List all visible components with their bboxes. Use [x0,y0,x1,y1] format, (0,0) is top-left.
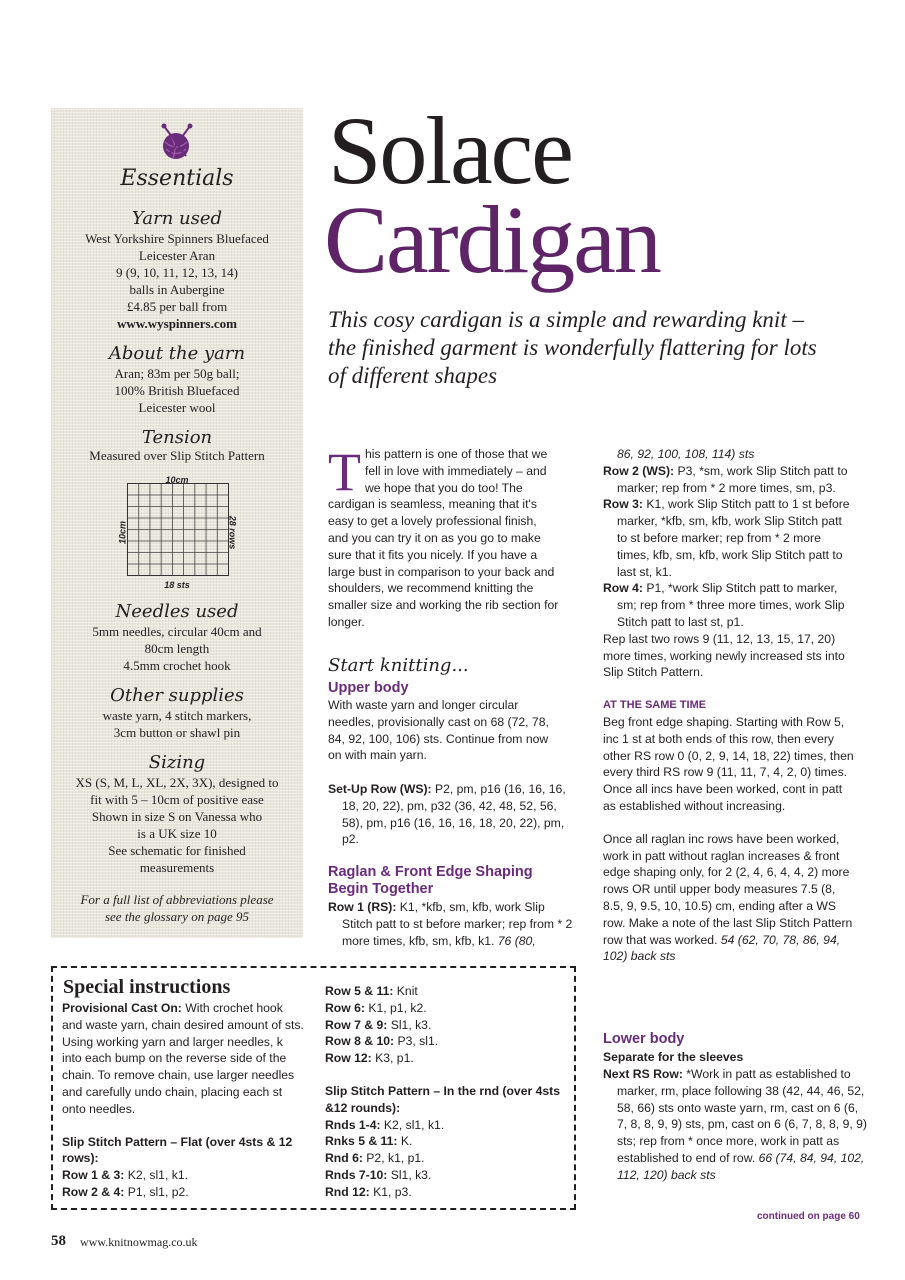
repeat-text: Rep last two rows 9 (11, 12, 13, 15, 17, 20) more times, working newly increased sts into Slip Stitch Pattern. [603,631,845,680]
essentials-sidebar [51,108,303,938]
upper-body-heading: Upper body [328,680,409,696]
rnd-row: Rnds 7-10: Sl1, k3. [325,1167,432,1182]
standfirst: This cosy cardigan is a simple and rewarding knit – the finished garment is wonderfully flattering for lots of different shapes [328,307,817,388]
footer-url[interactable]: www.knitnowmag.co.uk [80,1235,198,1249]
abbreviations-note: For a full list of abbreviations please see the glossary on page 95 [80,892,274,924]
row-2: Row 2 (WS): P3, *sm, work Slip Stitch patt to marker; rep from * 2 more times, sm, p3. [603,463,848,495]
intro-paragraph: This pattern is one of those that we fell in love with immediately – and we hope that you do too! The cardigan is seamless, meaning that it's easy to get a lovely professional finish, and you can try it on as you go to make sure that it fits you nicely. If you have a large bust in comparison to your back and shoulders, we recommend knitting the smaller size and working the rib section for longer. [328,442,559,629]
flat-row: Row 7 & 9: Sl1, k3. [325,1017,432,1032]
about-yarn-heading: About the yarn [108,343,246,364]
needles-heading: Needles used [115,601,239,622]
tension-grid-caption-top: 10cm [165,475,189,485]
lower-body-heading: Lower body [603,1031,685,1047]
special-col2 [325,983,565,1201]
flat-pattern-heading: Slip Stitch Pattern – Flat (over 4sts & 12 rows): [62,1134,293,1166]
about-yarn-text: Aran; 83m per 50g ball; 100% British Bluefaced Leicester wool [114,366,240,415]
special-instructions-box [51,966,576,1210]
page-number: 58 [51,1233,66,1249]
other-supplies-heading: Other supplies [110,685,244,706]
title-line-1: Solace [328,97,572,204]
special-instructions-title: Special instructions [63,976,231,998]
start-knitting-heading: Start knitting... [328,655,469,676]
row-3: Row 3: K1, work Slip Stitch patt to 1 st before marker, *kfb, sm, kfb, work Slip Stitch patt to st before marker; rep from * 2 more times, kfb, sm, kfb, work Slip Stitch patt to last st, k1. [603,497,850,579]
provisional-cast-on: Provisional Cast On: With crochet hook and waste yarn, chain desired amount of sts. Using working yarn and larger needles, k into each bump on the reverse side of the chain. To remove chain, use larger needles and carefully undo chain, placing each st onto needles. [62,1001,304,1116]
same-time-heading: AT THE SAME TIME [603,699,707,712]
raglan-heading: Raglan & Front Edge Shaping Begin Together [328,864,533,897]
flat-row: Row 2 & 4: P1, sl1, p2. [62,1184,189,1199]
other-supplies-text: waste yarn, 4 stitch markers, 3cm button or shawl pin [102,708,252,740]
rnd-row: Rnd 12: K1, p3. [325,1184,412,1199]
flat-row: Row 12: K3, p1. [325,1051,414,1066]
rnd-row: Rnd 6: P2, k1, p1. [325,1151,425,1166]
same-time-text: Beg front edge shaping. Starting with Row 5, inc 1 st at both ends of this row, then every other RS row 0 (0, 2, 9, 14, 18, 22) times, then every third RS row 9 (11, 11, 7, 4, 2, 0) times. Once all incs have been worked, cont in patt as established without increasing. [603,714,854,813]
essentials-title: Essentials [120,166,234,191]
row-1: Row 1 (RS): K1, *kfb, sm, kfb, work Slip Stitch patt to st before marker; rep from * 2 more times, kfb, sm, kfb, k1. 76 (80, [328,900,573,948]
separate-heading: Separate for the sleeves [603,1050,744,1064]
tension-grid-caption-left: 10cm [117,520,128,545]
next-rs-row: Next RS Row: *Work in patt as established to marker, rm, place following 38 (42, 44, 46, 52, 58, 66) sts onto waste yarn, rm, cast on 6 (6, 7, 8, 8, 9, 9) sts, pm, cast on 6 (6, 7, 8, 8, 9, 9) sts; rep from * once more, work in patt as established to end of row. 66 (74, 84, 94, 102, 112, 120) back sts [603,1067,867,1182]
title-line-2: Cardigan [324,186,660,293]
needles-text: 5mm needles, circular 40cm and 80cm length 4.5mm crochet hook [92,624,262,673]
tension-text: Measured over Slip Stitch Pattern [89,448,265,463]
rnd-row: Rnds 1-4: K2, sl1, k1. [325,1117,445,1132]
yarn-url[interactable]: www.wyspinners.com [117,316,237,331]
flat-row: Row 6: K1, p1, k2. [325,1000,427,1015]
yarn-used-heading: Yarn used [131,208,223,229]
once-text: Once all raglan inc rows have been worked, work in patt without raglan increases & front edge shaping only, for 2 (2, 4, 6, 4, 4, 2) more rows OR until upper body measures 7.5 (8, 8.5, 9, 9.5, 10, 10.5) cm, ending after a WS row. Make a note of the last Slip Stitch Pattern row that was worked. 54 (62, 70, 78, 86, 94, 102) back sts [603,831,853,964]
row-4: Row 4: P1, *work Slip Stitch patt to marker, sm; rep from * three more times, work Slip Stitch patt to last st, p1. [603,581,845,629]
tension-heading: Tension [141,427,213,448]
flat-row: Row 1 & 3: K2, sl1, k1. [62,1168,188,1183]
continued-link[interactable]: continued on page 60 [757,1211,860,1222]
tension-grid-caption-bottom: 18 sts [164,580,190,590]
tension-grid-caption-right: 28 rows [227,515,238,550]
col2-text: 86, 92, 100, 108, 114) sts Row 2 (WS): P3, *sm, work Slip Stitch patt to marker; rep from * 2 more times, sm, p3. Row 3: K1, work Slip Stitch patt to 1 st before marker, *kfb, sm, kfb, work Slip Stitch patt to st before marker; rep from * 2 more times, kfb, sm, kfb, work Slip Stitch patt to last st, k1. Row 4: P1, *work Slip Stitch patt to marker, sm; rep from * three more times, work Slip Stitch patt to last st, p1. Rep last two rows 9 (11, 12, 13, 15, 17, 20) more times, working newly increased sts into Slip Stitch Pattern. AT THE SAME TIME Beg front edge shaping. Starting with Row 5, inc 1 st at both ends of this row, then every other RS row 0 (0, 2, 9, 14, 18, 22) times, then every third RS row 9 (11, 11, 7, 4, 2, 0) times. Once all incs have been worked, cont in patt as established without increasing. Once all raglan inc rows have been worked, work in patt without raglan increases & front edge shaping only, for 2 (2, 4, 6, 4, 4, 2) more rows OR until upper body measures 7.5 (8, 8.5, 9, 9.5, 10, 10.5) cm, ending after a WS row. Make a note of the last Slip Stitch Pattern row that was worked. 54 (62, 70, 78, 86, 94, 102) back sts [603,447,854,964]
yarn-ball-icon [156,122,198,162]
flat-row: Row 8 & 10: P3, sl1. [325,1034,439,1049]
drop-cap: T [328,442,361,502]
rnd-pattern-heading: Slip Stitch Pattern – In the rnd (over 4sts &12 rounds): [325,1083,560,1115]
setup-row: Set-Up Row (WS): P2, pm, p16 (16, 16, 16, 18, 20, 22), pm, p32 (36, 42, 48, 52, 56, 58), pm, p16 (16, 16, 16, 18, 20, 22), pm, p2. [328,782,566,847]
upper-body-text: With waste yarn and longer circular needles, provisionally cast on 68 (72, 78, 84, 92, 100, 106) sts. Continue from now on with main yarn. [328,698,549,763]
rnd-row: Rnks 5 & 11: K. [325,1134,413,1149]
special-col1 [62,1000,305,1201]
tension-grid [127,483,229,576]
yarn-used-text: West Yorkshire Spinners Bluefaced Leicester Aran 9 (9, 10, 11, 12, 13, 14) balls in Aubergine £4.85 per ball from www.wyspinners.com [85,231,269,331]
sizing-heading: Sizing [148,752,206,773]
sizing-text: XS (S, M, L, XL, 2X, 3X), designed to fit with 5 – 10cm of positive ease Shown in size S on Vanessa who is a UK size 10 See schematic for finished measurements [75,775,279,875]
flat-row: Row 5 & 11: Knit [325,984,418,998]
